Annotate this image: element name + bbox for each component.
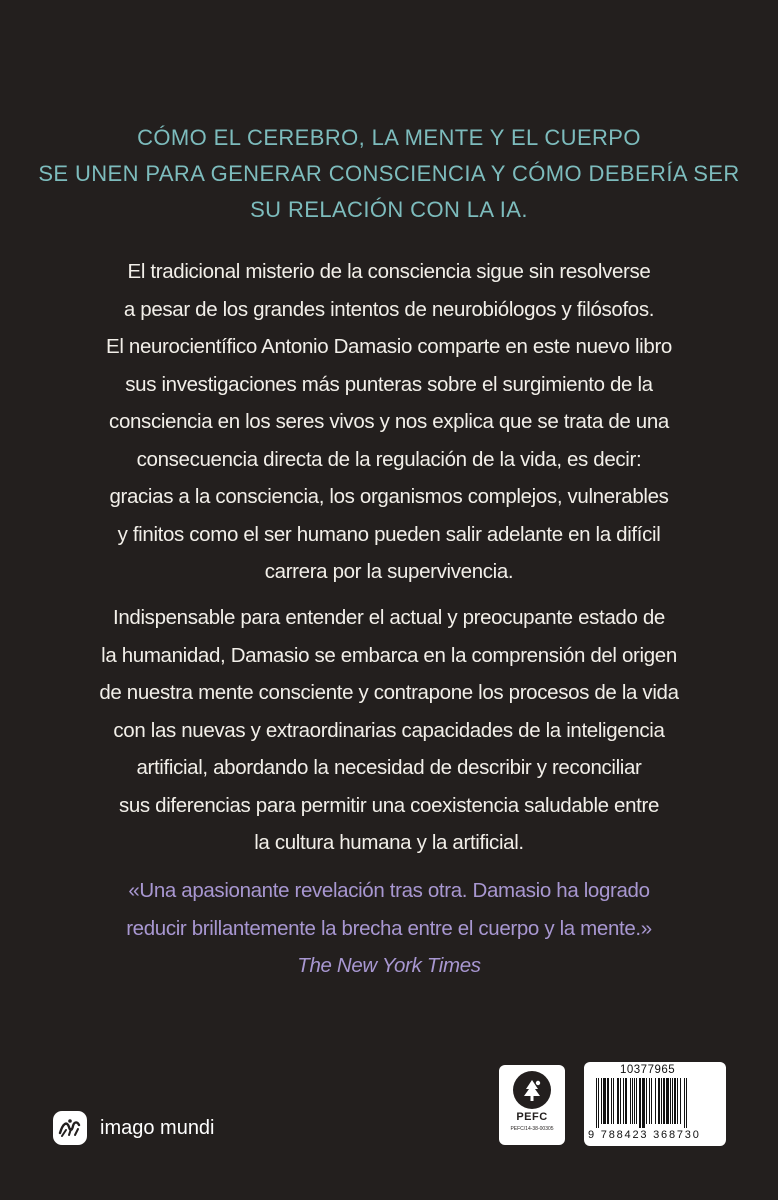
synopsis-paragraph-2 — [0, 599, 778, 862]
imago-mundi-logo-icon — [53, 1111, 87, 1145]
text-line: la cultura humana y la artificial. — [254, 831, 524, 854]
text-line: y finitos como el ser humano pueden salir adelante en la difícil — [117, 522, 661, 546]
pefc-certification — [499, 1065, 565, 1145]
text-line: consciencia en los seres vivos y nos explica que se trata de una — [109, 410, 669, 433]
synopsis-paragraph-1 — [0, 253, 778, 591]
text-line: El tradicional misterio de la consciencia sigue sin resolverse — [127, 260, 651, 283]
text-line: Indispensable para entender el actual y preocupante estado de — [113, 606, 665, 629]
pefc-label: PEFC — [516, 1111, 548, 1123]
quote-source: The New York Times — [297, 954, 481, 977]
isbn-barcode — [584, 1062, 726, 1146]
text-line: artificial, abordando la necesidad de describir y reconciliar — [136, 756, 642, 779]
text-line: con las nuevas y extraordinarias capacidades de la inteligencia — [113, 718, 665, 742]
text-line: gracias a la consciencia, los organismos complejos, vulnerables — [109, 485, 669, 508]
publisher-imprint — [53, 1111, 215, 1145]
pefc-tree-logo-icon — [513, 1071, 551, 1109]
tagline-line: SE UNEN PARA GENERAR CONSCIENCIA Y CÓMO DEBERÍA SER — [38, 161, 740, 186]
text-line: sus investigaciones más punteras sobre el surgimiento de la — [125, 372, 653, 396]
text-line: la humanidad, Damasio se embarca en la comprensión del origen — [101, 643, 677, 667]
text-line: a pesar de los grandes intentos de neurobiólogos y filósofos. — [123, 297, 655, 321]
barcode-reference-number: 10377965 — [620, 1064, 676, 1076]
tagline-line: SU RELACIÓN CON LA IA. — [250, 197, 528, 222]
isbn-digits: 9 788423 368730 — [588, 1129, 701, 1141]
text-line: El neurocientífico Antonio Damasio comparte en este nuevo libro — [106, 335, 672, 358]
publisher-name: imago mundi — [100, 1116, 215, 1139]
barcode-bars — [594, 1078, 718, 1128]
press-quote — [0, 872, 778, 985]
quote-line: «Una apasionante revelación tras otra. Damasio ha logrado — [128, 879, 650, 902]
quote-line: reducir brillantemente la brecha entre el cuerpo y la mente.» — [126, 916, 652, 940]
cover-tagline — [0, 120, 778, 228]
text-line: sus diferencias para permitir una coexistencia saludable entre — [118, 793, 660, 817]
text-line: carrera por la supervivencia. — [264, 560, 514, 583]
pefc-code: PEFC/14-38-00305 — [510, 1126, 554, 1132]
tagline-line: CÓMO EL CEREBRO, LA MENTE Y EL CUERPO — [137, 125, 641, 150]
text-line: consecuencia directa de la regulación de la vida, es decir: — [136, 447, 642, 471]
text-line: de nuestra mente consciente y contrapone los procesos de la vida — [99, 681, 679, 704]
